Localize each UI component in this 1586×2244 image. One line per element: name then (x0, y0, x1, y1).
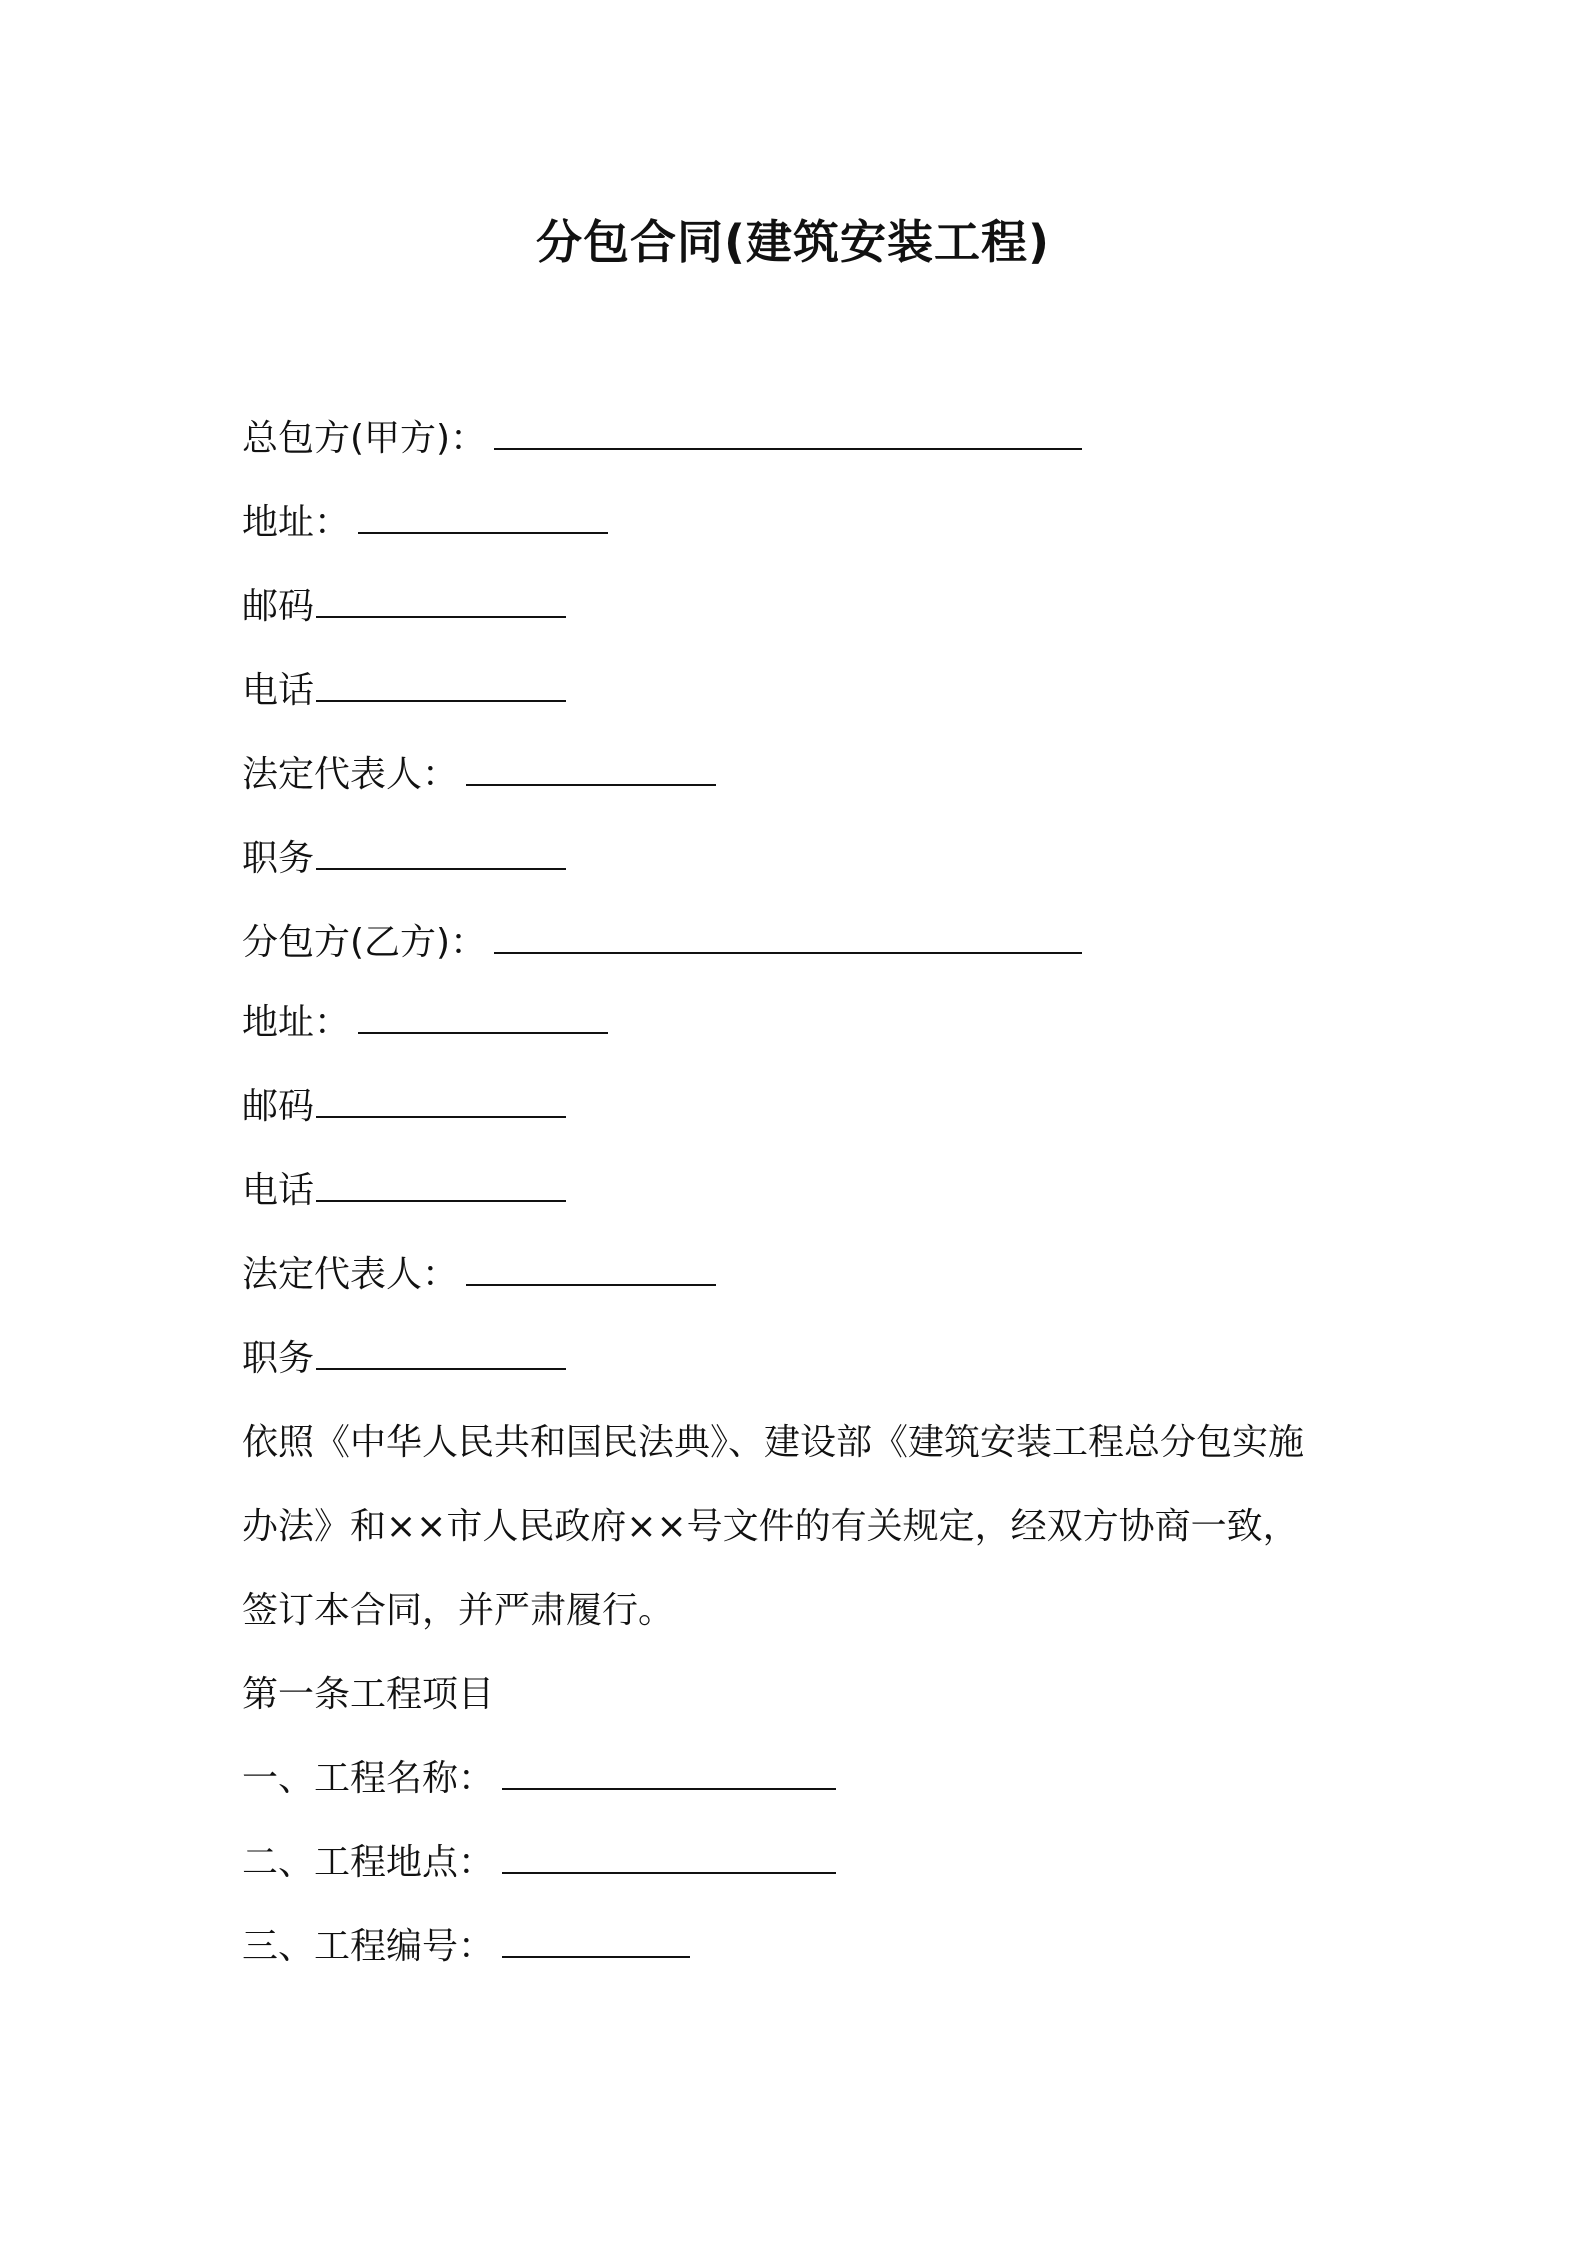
party-a-phone-line (242, 666, 566, 716)
project-location-blank[interactable] (502, 1842, 836, 1874)
party-a-postcode-blank[interactable] (316, 586, 566, 618)
party-b-address-blank[interactable] (358, 1002, 608, 1034)
party-b-address-label: 地址： (242, 1002, 351, 1043)
party-a-legal-rep-line (242, 750, 716, 800)
party-a-position-blank[interactable] (316, 838, 566, 870)
project-location-label: 二、工程地点： (242, 1842, 495, 1883)
article-1-heading: 第一条工程项目 (242, 1674, 495, 1715)
party-b-postcode-line (242, 1082, 566, 1132)
party-b-phone-line (242, 1166, 566, 1216)
party-b-position-blank[interactable] (316, 1338, 566, 1370)
party-b-phone-label: 电话 (242, 1170, 315, 1211)
preamble-line-1: 依照《中华人民共和国民法典》、建设部《建筑安装工程总分包实施 (242, 1422, 1305, 1463)
party-a-position-label: 职务 (242, 838, 315, 879)
party-a-name-label: 总包方(甲方)： (242, 418, 487, 459)
party-b-address-line (242, 998, 608, 1048)
party-a-address-line (242, 498, 608, 548)
party-b-postcode-blank[interactable] (316, 1086, 566, 1118)
party-b-name-line (242, 918, 1082, 968)
party-a-address-blank[interactable] (358, 502, 608, 534)
party-b-legal-rep-blank[interactable] (466, 1254, 716, 1286)
preamble-line-3: 签订本合同，并严肃履行。 (242, 1590, 675, 1631)
party-b-name-label: 分包方(乙方)： (242, 922, 487, 963)
party-b-phone-blank[interactable] (316, 1170, 566, 1202)
project-name-line (242, 1754, 836, 1804)
party-a-name-blank[interactable] (494, 418, 1082, 450)
project-name-blank[interactable] (502, 1758, 836, 1790)
party-b-position-line (242, 1334, 566, 1384)
project-number-blank[interactable] (502, 1926, 690, 1958)
party-a-legal-rep-label: 法定代表人： (242, 754, 459, 795)
party-a-name-line (242, 414, 1082, 464)
project-number-label: 三、工程编号： (242, 1926, 495, 1967)
party-a-postcode-line (242, 582, 566, 632)
project-number-line (242, 1922, 690, 1972)
party-b-position-label: 职务 (242, 1338, 315, 1379)
party-a-phone-label: 电话 (242, 670, 315, 711)
document-title: 分包合同(建筑安装工程) (535, 215, 1051, 269)
party-a-phone-blank[interactable] (316, 670, 566, 702)
party-b-postcode-label: 邮码 (242, 1086, 315, 1127)
party-b-name-blank[interactable] (494, 922, 1082, 954)
party-a-address-label: 地址： (242, 502, 351, 543)
party-a-postcode-label: 邮码 (242, 586, 315, 627)
party-b-legal-rep-line (242, 1250, 716, 1300)
party-a-legal-rep-blank[interactable] (466, 754, 716, 786)
preamble-line-2: 办法》和××市人民政府××号文件的有关规定，经双方协商一致， (242, 1506, 1299, 1547)
project-location-line (242, 1838, 836, 1888)
party-b-legal-rep-label: 法定代表人： (242, 1254, 459, 1295)
party-a-position-line (242, 834, 566, 884)
project-name-label: 一、工程名称： (242, 1758, 495, 1799)
